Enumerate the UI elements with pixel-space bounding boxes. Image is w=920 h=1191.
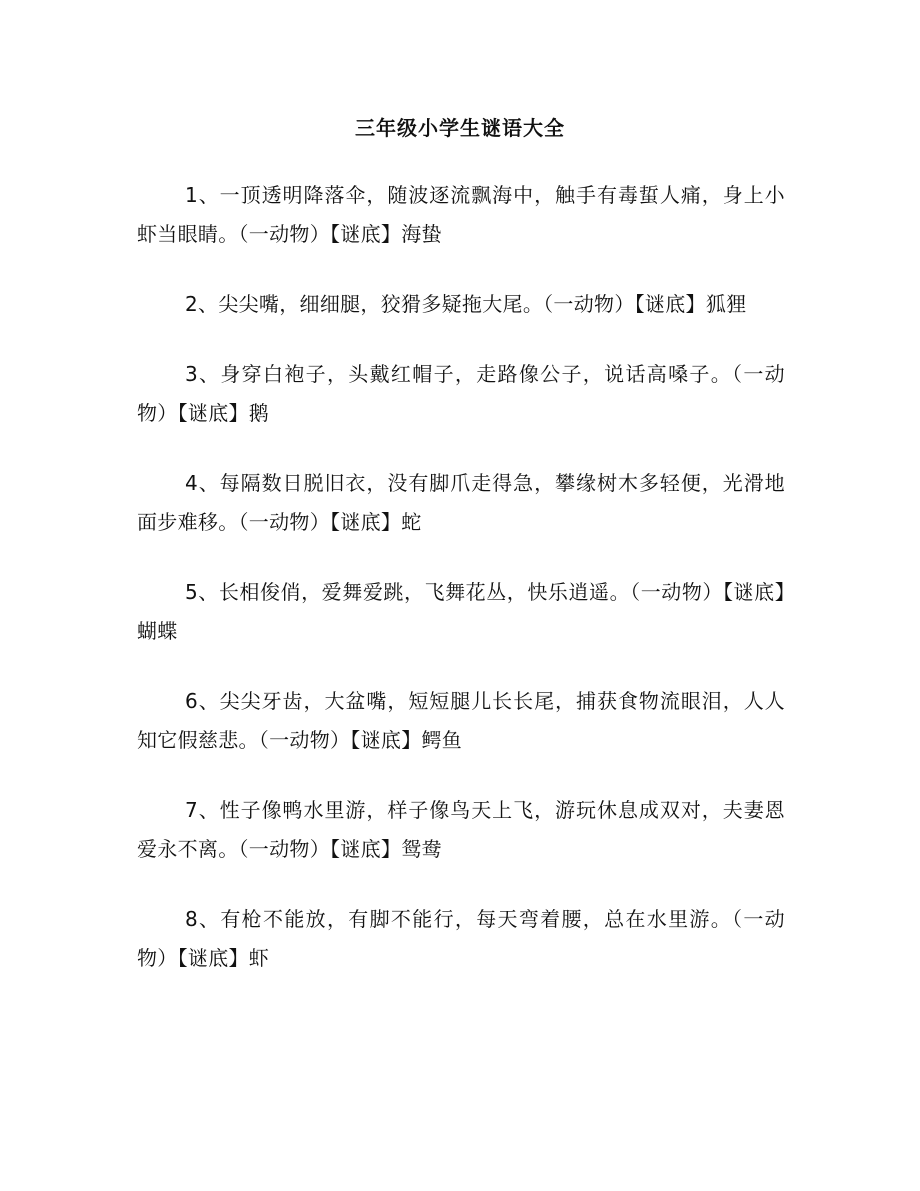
riddle-list <box>137 176 785 1009</box>
riddle-item-7: 7、性子像鸭水里游，样子像鸟天上飞，游玩休息成双对，夫妻恩爱永不离。（一动物）【谜底】鸳鸯 <box>137 798 785 861</box>
riddle-item-2: 2、尖尖嘴，细细腿，狡猾多疑拖大尾。（一动物）【谜底】狐狸 <box>185 292 747 316</box>
riddle-item-6: 6、尖尖牙齿，大盆嘴，短短腿儿长长尾，捕获食物流眼泪，人人知它假慈悲。（一动物）【谜底】鳄鱼 <box>137 689 785 752</box>
document-title: 三年级小学生谜语大全 <box>355 116 565 140</box>
riddle-item-1: 1、一顶透明降落伞，随波逐流飘海中，触手有毒蜇人痛，身上小虾当眼睛。（一动物）【谜底】海蛰 <box>137 183 785 246</box>
riddle-item-8: 8、有枪不能放，有脚不能行，每天弯着腰，总在水里游。（一动物）【谜底】虾 <box>137 907 785 970</box>
riddle-item-3: 3、身穿白袍子，头戴红帽子，走路像公子，说话高嗓子。（一动物）【谜底】鹅 <box>137 362 785 425</box>
riddle-item-5: 5、长相俊俏，爱舞爱跳，飞舞花丛，快乐逍遥。（一动物）【谜底】蝴蝶 <box>137 580 785 643</box>
riddle-item-4: 4、每隔数日脱旧衣，没有脚爪走得急，攀缘树木多轻便，光滑地面步难移。（一动物）【谜底】蛇 <box>137 471 785 534</box>
